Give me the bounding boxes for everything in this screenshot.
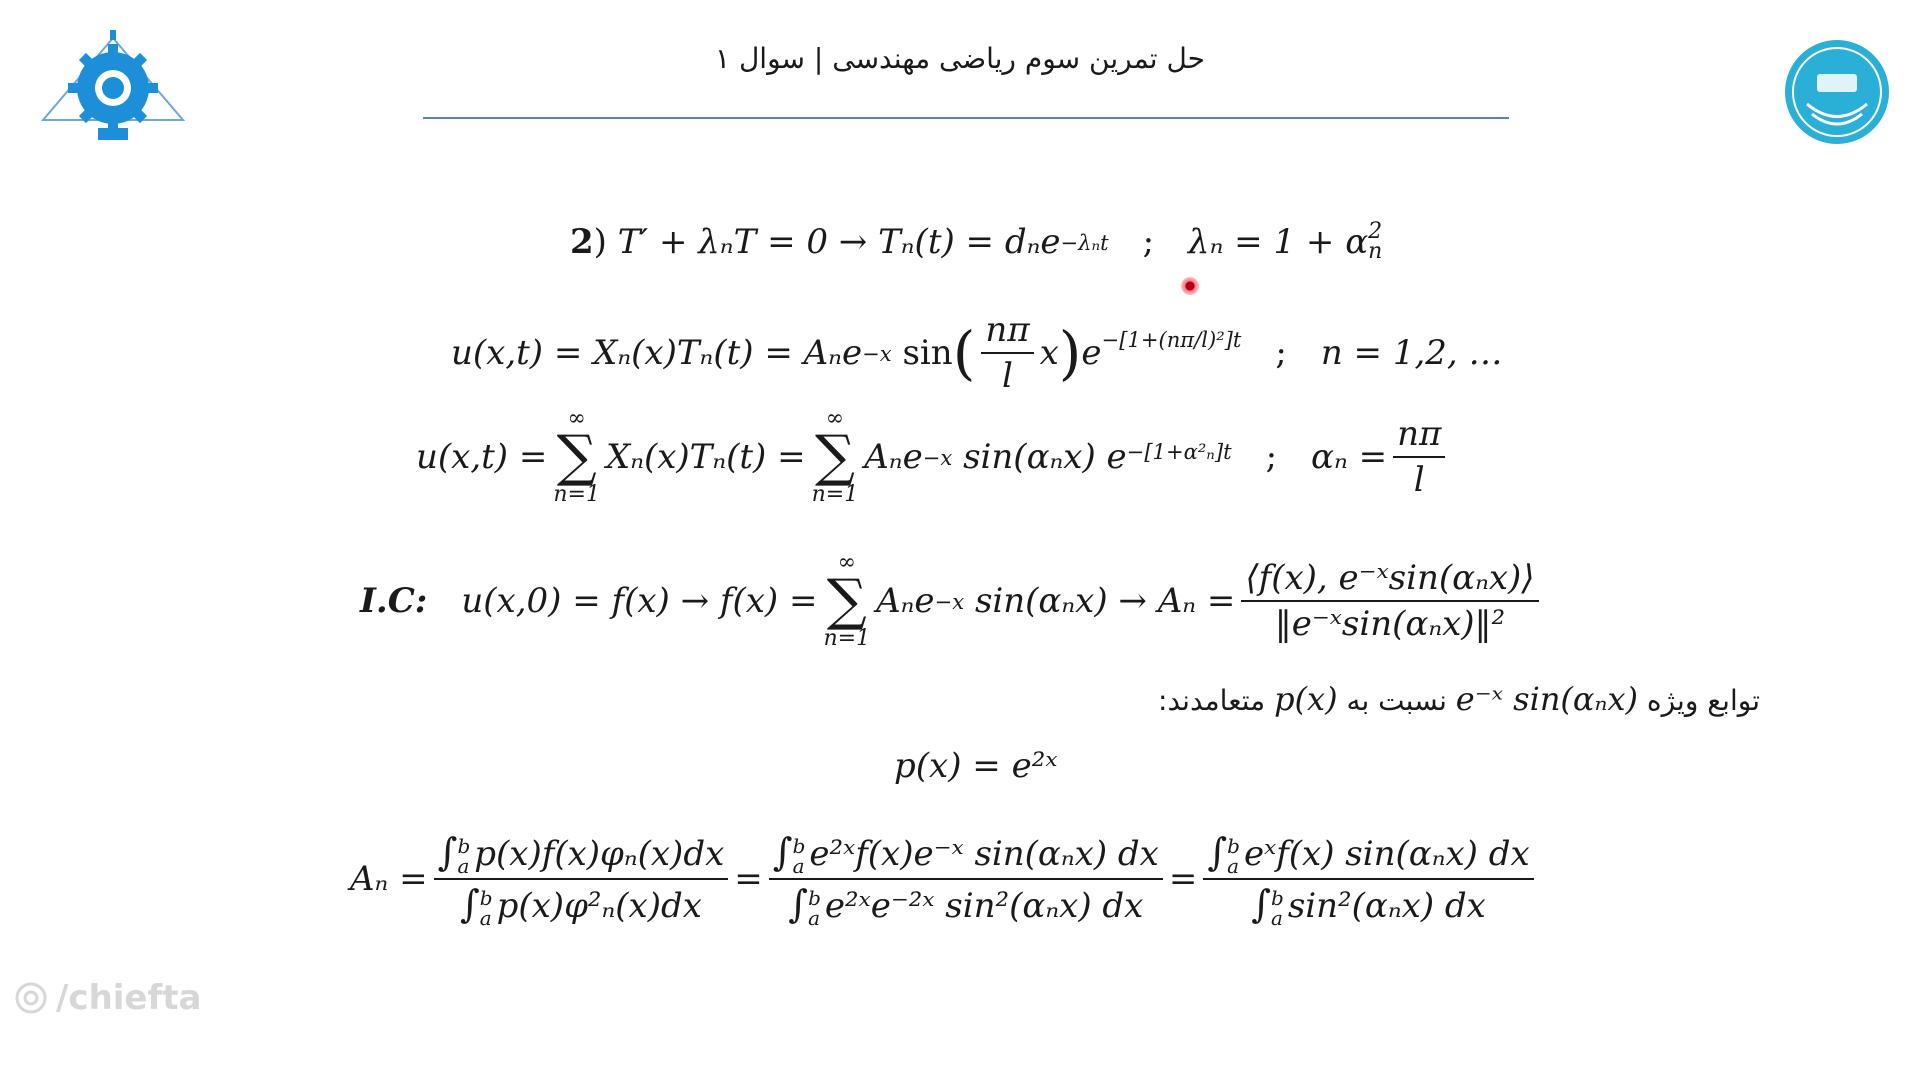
equation-3-sum-1: ∞ ∑ n=1 [553,406,600,507]
equation-4 [360,552,1545,650]
equation-2-exponent: −[1+(nπ/l)²]t [1101,326,1242,352]
equation-1-lhs: T′ + λₙT = 0 → Tₙ(t) = dₙe [617,222,1061,262]
equation-2-frac-denominator: l [1002,356,1013,396]
equation-2-e: e [1081,333,1102,373]
pointer-cursor [1181,277,1199,295]
camera-icon [14,981,48,1015]
weight-function [894,746,1057,786]
header-divider [423,117,1509,119]
equation-3-rhs: αₙ = [1311,437,1388,477]
equation-2-fraction [981,310,1033,396]
initial-condition-label: I.C: [360,581,428,621]
equation-3-term-1: Xₙ(x)Tₙ(t) = [605,437,806,477]
equation-6 [350,830,1540,928]
equation-3-term-2: Aₙe [864,437,923,477]
persian-math-a: e⁻ˣ sin(αₙx) [1455,680,1639,718]
norm-squared: ‖e⁻ˣsin(αₙx)‖² [1274,604,1506,644]
equation-1-label: 2 [570,222,594,262]
persian-text-c: متعامدند: [1158,684,1266,717]
university-logo [1782,34,1892,149]
equation-2-rhs: n = 1,2, … [1320,333,1503,373]
equation-3-sum-2: ∞ ∑ n=1 [811,406,859,507]
equation-3-term-2-exp2: −[1+α²ₙ]t [1126,438,1232,464]
equation-2-lhs-exponent: −x [862,340,892,366]
persian-text-a: توابع ویژه [1646,684,1760,717]
equation-1-rhs: λₙ = 1 + α [1188,222,1369,262]
equation-1-separator: ; [1142,222,1155,262]
weight-function-text: p(x) = e²ˣ [894,746,1058,786]
equation-4-part-1: u(x,0) = f(x) → f(x) = [461,581,818,621]
equation-3-fraction: $\frac{n\pi}{l}$ [1393,414,1445,500]
equation-6-fraction-2: ∫ b a e²ˣf(x)e⁻ˣ sin(αₙx) dx ∫ b a e²ˣe⁻²ˣ sin²(αₙx) dx [769,830,1163,928]
equation-3-term-2-rest: sin(αₙx) e [963,437,1127,477]
equation-4-fraction [1241,558,1538,644]
equals-2: = [1168,859,1198,899]
inner-product: ⟨f(x), e⁻ˣsin(αₙx)⟩ [1241,558,1538,602]
watermark-text: /chiefta [56,978,202,1018]
equation-3 [416,408,1451,506]
page-title: حل تمرین سوم ریاضی مهندسی | سوال ۱ [715,42,1205,75]
equation-1-rhs-sub: n [1368,239,1383,264]
equation-1-rhs-sup: 2 [1368,219,1383,244]
equation-2: u(x,t) = Xₙ(x)Tₙ(t) = Aₙe −x sin ( $\frac{n\pi}{l}$ x ) e $^{-[1+(n\pi/l)^2]t}$ ; n = 1,2, … [451,310,1503,396]
equation-3-term-2-exp: −x [922,444,953,470]
equation-6-fraction-1: ∫ b a p(x)f(x)φₙ(x)dx ∫ b a p(x)φ²ₙ(x)dx [434,830,729,928]
equation-2-lhs: u(x,t) = Xₙ(x)Tₙ(t) = Aₙe [451,333,863,373]
watermark [14,978,201,1018]
equation-2-var: x [1039,333,1059,373]
equation-4-sum: ∞ ∑ n=1 [823,550,871,651]
orthogonality-statement [1158,680,1760,718]
equals-1: = [734,859,763,899]
equation-3-separator: ; [1265,437,1278,477]
equation-2-frac-numerator: nπ [981,310,1033,354]
equation-4-part-2-exp: −x [934,588,965,614]
persian-math-b: p(x) [1274,680,1338,718]
equation-1-lhs-exponent: −λₙt [1060,229,1109,255]
equation-6-lhs: Aₙ = [350,859,428,899]
persian-text-b: نسبت به [1346,684,1447,717]
equation-3-lhs: u(x,t) = [416,437,548,477]
equation-1: 2 ) T′ + λₙT = 0 → Tₙ(t) = dₙe −λₙt ; λₙ = 1 + α 2 n [570,219,1383,264]
equation-4-part-3: sin(αₙx) → Aₙ = [974,581,1236,621]
equation-2-sin: sin [902,333,953,373]
equation-4-part-2: Aₙe [876,581,935,621]
equation-6-fraction-3: ∫ b a eˣf(x) sin(αₙx) dx ∫ b a sin²(αₙx) dx [1203,830,1533,928]
equation-2-separator: ; [1275,333,1287,373]
